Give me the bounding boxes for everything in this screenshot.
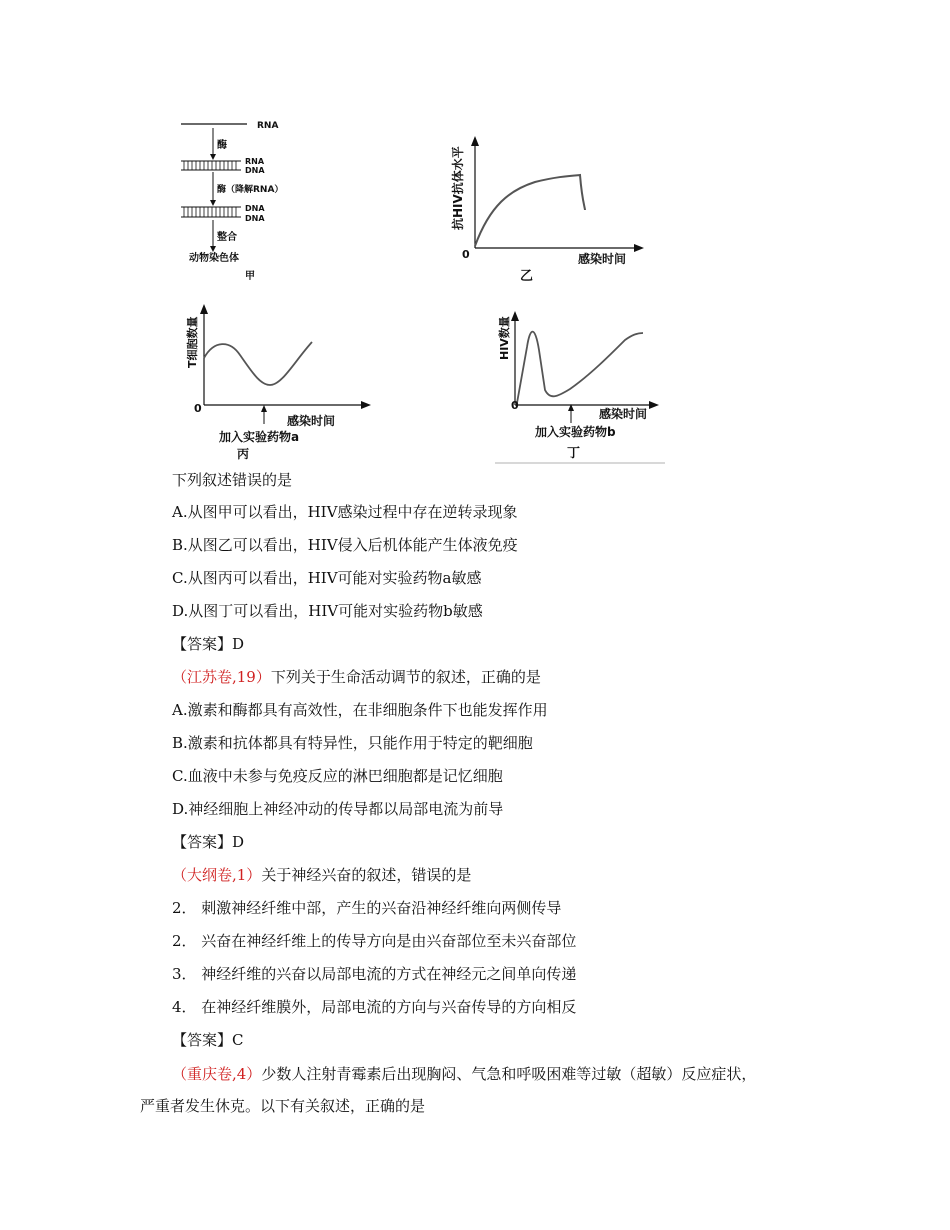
drug-label-ding: 加入实验药物b xyxy=(535,425,616,439)
q4-source: （重庆卷,4） xyxy=(172,1065,262,1083)
dna-double-strand xyxy=(181,207,241,217)
caption-bing: 丙 xyxy=(237,447,250,461)
ylabel-yi: 抗HIV抗体水平 xyxy=(451,146,465,230)
q4-stem-line-1 xyxy=(172,1064,756,1084)
q2-option-b: B.激素和抗体都具有特异性，只能作用于特定的靶细胞 xyxy=(172,734,533,752)
q2-stem-line xyxy=(172,667,541,687)
q3-answer: 【答案】C xyxy=(172,1031,244,1049)
xlabel-bing: 感染时间 xyxy=(287,414,336,428)
integrate-label: 整合 xyxy=(217,232,237,243)
q2-option-c: C.血液中未参与免疫反应的淋巴细胞都是记忆细胞 xyxy=(172,767,503,785)
origin-ding: 0 xyxy=(511,399,519,412)
rna-top-label: RNA xyxy=(257,121,279,131)
caption-yi: 乙 xyxy=(520,269,534,284)
figure-jia xyxy=(175,110,305,285)
q1-answer: 【答案】D xyxy=(172,635,245,653)
q3-option-4: 4． 在神经纤维膜外，局部电流的方向与兴奋传导的方向相反 xyxy=(172,998,577,1016)
q3-stem: 关于神经兴奋的叙述，错误的是 xyxy=(261,866,472,884)
caption-jia: 甲 xyxy=(245,271,255,282)
q4-stem-line-2: 严重者发生休克。以下有关叙述，正确的是 xyxy=(140,1097,426,1115)
rna-dna-hybrid xyxy=(181,161,241,170)
enzyme-1-label: 酶 xyxy=(217,140,227,151)
chromosome-label: 动物染色体 xyxy=(189,253,239,264)
dna-b-label: DNA xyxy=(245,214,265,223)
q3-stem-line xyxy=(172,865,471,885)
t-cell-curve xyxy=(204,342,312,385)
enzyme-2-label: 酶（降解RNA） xyxy=(217,185,284,195)
figure-ding xyxy=(495,305,670,467)
q2-source: （江苏卷,19） xyxy=(172,668,271,686)
xlabel-yi: 感染时间 xyxy=(578,252,627,266)
figure-yi xyxy=(440,130,660,290)
q1-option-d: D.从图丁可以看出，HIV可能对实验药物b敏感 xyxy=(172,602,483,620)
q3-option-2: 2． 兴奋在神经纤维上的传导方向是由兴奋部位至未兴奋部位 xyxy=(172,932,577,950)
q2-option-a: A.激素和酶都具有高效性，在非细胞条件下也能发挥作用 xyxy=(172,701,548,719)
figure-bing xyxy=(182,300,382,465)
q1-option-c: C.从图丙可以看出，HIV可能对实验药物a敏感 xyxy=(172,569,482,587)
hiv-curve xyxy=(517,332,643,403)
q2-answer: 【答案】D xyxy=(172,833,245,851)
origin-bing: 0 xyxy=(194,402,202,415)
q3-source: （大纲卷,1） xyxy=(172,866,262,884)
dna-a-label: DNA xyxy=(245,204,265,213)
dna-mid-label: DNA xyxy=(245,166,265,175)
rna-mid-label: RNA xyxy=(245,157,265,166)
q1-option-a: A.从图甲可以看出，HIV感染过程中存在逆转录现象 xyxy=(172,503,518,521)
antibody-curve xyxy=(475,175,585,246)
q2-stem: 下列关于生命活动调节的叙述，正确的是 xyxy=(270,668,541,686)
xlabel-ding: 感染时间 xyxy=(599,407,648,421)
q3-option-1: 2． 刺激神经纤维中部，产生的兴奋沿神经纤维向两侧传导 xyxy=(172,899,562,917)
q4-stem-1: 少数人注射青霉素后出现胸闷、气急和呼吸困难等过敏（超敏）反应症状， xyxy=(261,1065,757,1083)
ylabel-ding: HIV数量 xyxy=(498,316,511,360)
q1-stem: 下列叙述错误的是 xyxy=(172,471,293,489)
caption-ding: 丁 xyxy=(567,446,581,461)
q3-option-3: 3． 神经纤维的兴奋以局部电流的方式在神经元之间单向传递 xyxy=(172,965,577,983)
q2-option-d: D.神经细胞上神经冲动的传导都以局部电流为前导 xyxy=(172,800,504,818)
ylabel-bing: T细胞数量 xyxy=(186,316,199,368)
drug-label-bing: 加入实验药物a xyxy=(219,430,300,444)
origin-yi: 0 xyxy=(462,248,470,261)
q1-option-b: B.从图乙可以看出，HIV侵入后机体能产生体液免疫 xyxy=(172,536,518,554)
